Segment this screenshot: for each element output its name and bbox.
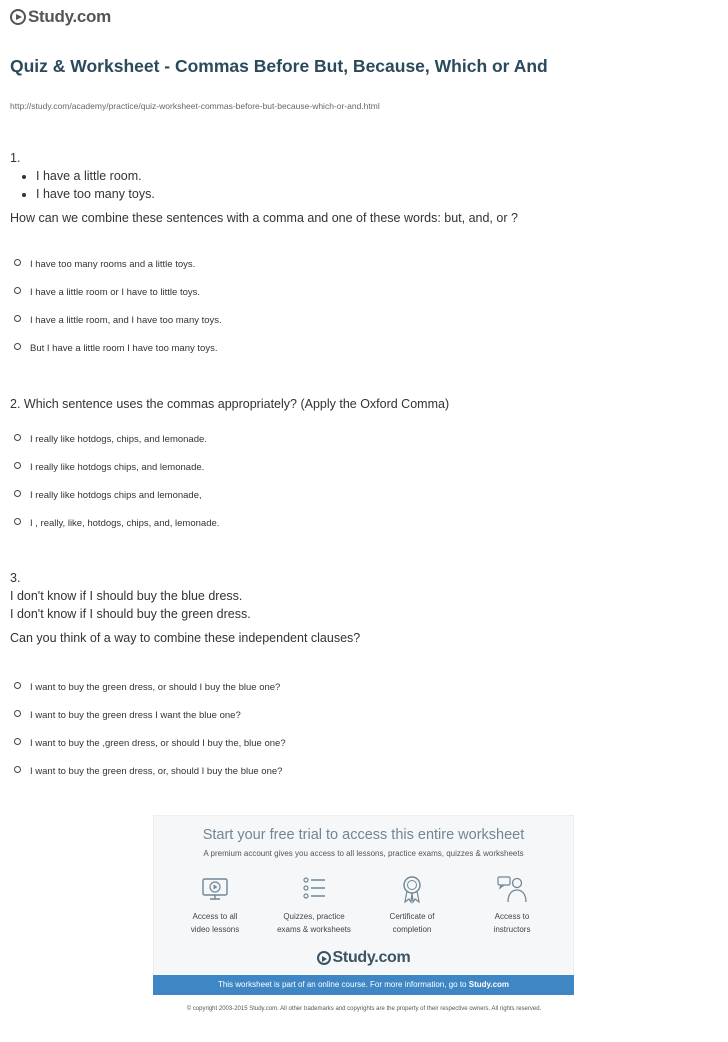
radio-button[interactable] <box>14 766 21 773</box>
answer-option[interactable]: I have a little room or I have to little toys. <box>14 287 200 298</box>
page-title: Quiz & Worksheet - Commas Before But, Because, Which or And <box>10 56 548 76</box>
radio-button[interactable] <box>14 315 21 322</box>
feature-quizzes <box>269 874 359 936</box>
feature-label: Quizzes, practice exams & worksheets <box>277 912 351 934</box>
radio-button[interactable] <box>14 490 21 497</box>
radio-button[interactable] <box>14 434 21 441</box>
question-prompt: How can we combine these sentences with a comma and one of these words: but, and, or ? <box>10 211 518 225</box>
instructor-icon <box>496 874 528 904</box>
question-1 <box>10 150 518 227</box>
radio-button[interactable] <box>14 738 21 745</box>
question-number: 3. <box>10 571 21 585</box>
radio-button[interactable] <box>14 710 21 717</box>
copyright-notice: © copyright 2003-2015 Study.com. All other trademarks and copyrights are the property of their respective owners. All rights reserved. <box>186 1006 542 1012</box>
quiz-list-icon <box>299 874 329 904</box>
clause-line: I don't know if I should buy the green dress. <box>10 607 251 621</box>
radio-button[interactable] <box>14 259 21 266</box>
promo-study-logo[interactable] <box>154 949 573 967</box>
course-banner[interactable]: This worksheet is part of an online course. For more information, go to Study.com <box>153 975 574 995</box>
study-logo[interactable] <box>10 7 111 27</box>
feature-label: Certificate of completion <box>389 912 435 934</box>
play-circle-icon <box>10 9 26 25</box>
question-prompt: Can you think of a way to combine these independent clauses? <box>10 631 361 645</box>
question-prompt: Which sentence uses the commas appropriately? (Apply the Oxford Comma) <box>23 397 450 411</box>
question-number: 1. <box>10 151 21 165</box>
promo-heading[interactable]: Start your free trial to access this entire worksheet <box>202 827 525 843</box>
bullet-item: • I have too many toys. <box>36 185 518 203</box>
feature-label: Access to instructors <box>493 912 531 934</box>
page-url: http://study.com/academy/practice/quiz-worksheet-commas-before-but-because-which-or-and.html <box>10 101 380 111</box>
answer-option[interactable]: I have too many rooms and a little toys. <box>14 259 195 270</box>
premium-promo <box>153 815 574 995</box>
answer-option[interactable]: I really like hotdogs chips and lemonade, <box>14 490 202 501</box>
question-bullets <box>10 167 518 203</box>
answer-option[interactable]: I want to buy the green dress I want the blue one? <box>14 710 241 721</box>
answer-option[interactable]: I have a little room, and I have too many toys. <box>14 315 222 326</box>
promo-subheading: A premium account gives you access to all lessons, practice exams, quizzes & worksheets <box>203 849 524 858</box>
promo-logo-text: Study.com <box>332 949 411 966</box>
question-2 <box>10 395 449 413</box>
bullet-item: • I have a little room. <box>36 167 518 185</box>
feature-video-lessons <box>170 874 260 936</box>
banner-link[interactable]: Study.com <box>468 980 510 989</box>
certificate-icon <box>397 874 427 904</box>
radio-button[interactable] <box>14 682 21 689</box>
answer-option[interactable]: I really like hotdogs chips, and lemonade. <box>14 462 204 473</box>
radio-button[interactable] <box>14 343 21 350</box>
question-3 <box>10 570 360 647</box>
answer-option[interactable]: I , really, like, hotdogs, chips, and, lemonade. <box>14 518 219 529</box>
radio-button[interactable] <box>14 287 21 294</box>
answer-option[interactable]: I want to buy the green dress, or should I buy the blue one? <box>14 682 280 693</box>
play-circle-icon <box>317 951 331 965</box>
answer-option[interactable]: But I have a little room I have too many toys. <box>14 343 217 354</box>
video-lesson-icon <box>200 874 230 904</box>
answer-option[interactable]: I want to buy the ,green dress, or should I buy the, blue one? <box>14 738 286 749</box>
answer-option[interactable]: I really like hotdogs, chips, and lemonade. <box>14 434 207 445</box>
logo-text: Study.com <box>28 7 111 26</box>
radio-button[interactable] <box>14 518 21 525</box>
answer-option[interactable]: I want to buy the green dress, or, should I buy the blue one? <box>14 766 282 777</box>
clause-line: I don't know if I should buy the blue dress. <box>10 589 243 603</box>
question-number: 2. <box>10 397 21 411</box>
radio-button[interactable] <box>14 462 21 469</box>
feature-label: Access to all video lessons <box>190 912 240 934</box>
feature-certificate <box>367 874 457 936</box>
feature-instructors <box>467 874 557 936</box>
